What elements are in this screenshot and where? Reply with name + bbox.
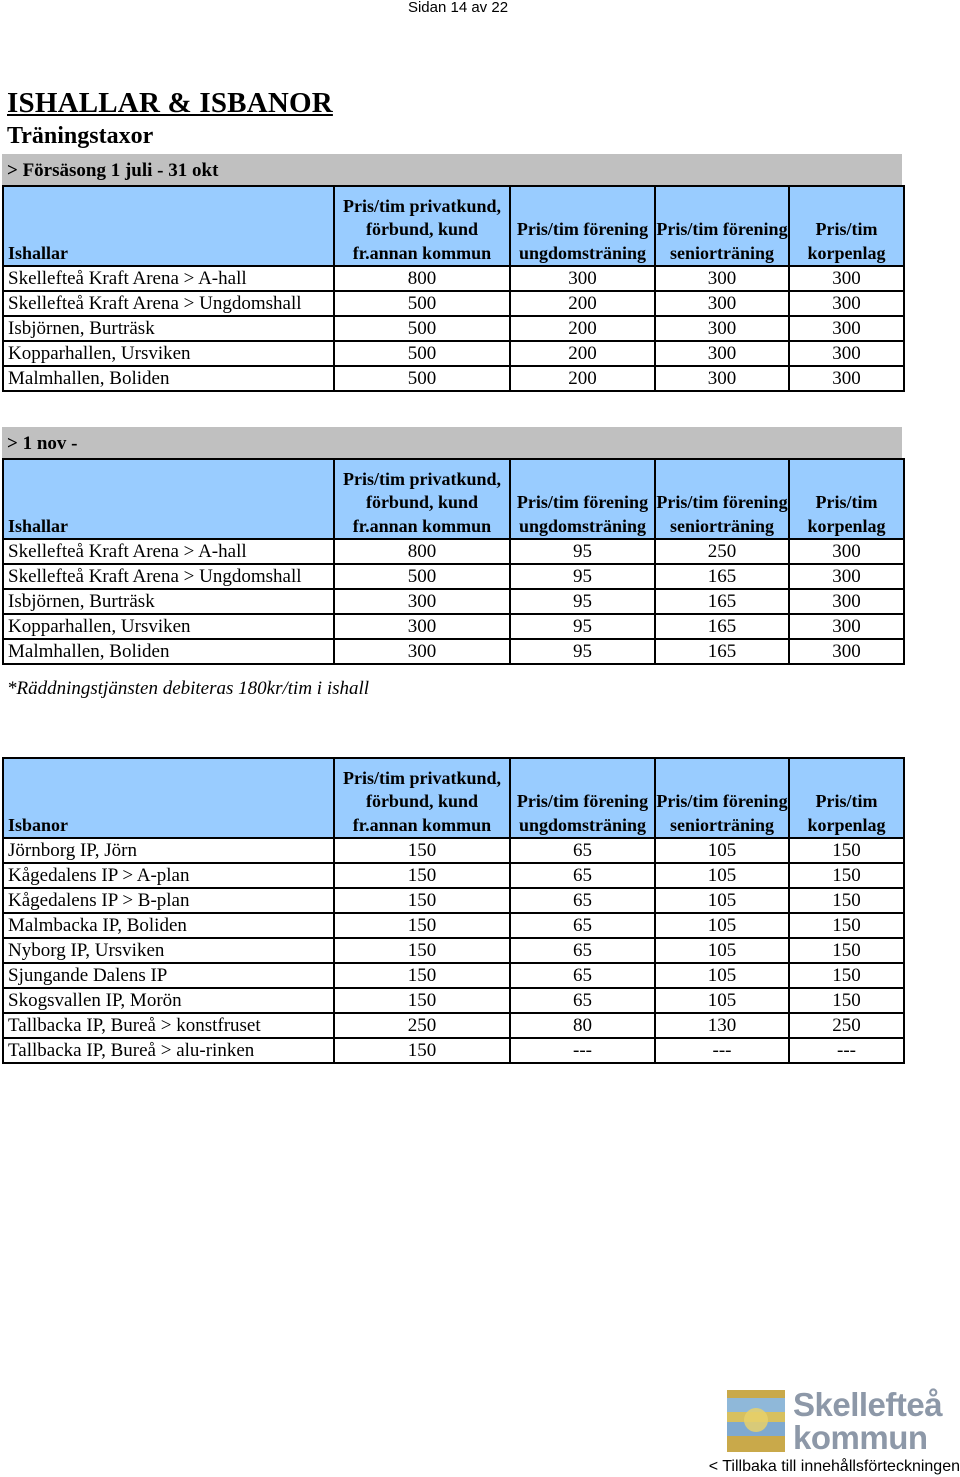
price-cell: 300: [334, 639, 510, 664]
price-cell: 200: [510, 341, 655, 366]
price-cell: ---: [789, 1038, 904, 1063]
price-cell: 300: [510, 266, 655, 291]
price-cell: 800: [334, 539, 510, 564]
column-header-price-3: Pris/tim förening seniorträning: [655, 459, 789, 539]
page-number: Sidan 14 av 22: [407, 0, 509, 16]
column-header-price-1: Pris/tim privatkund, förbund, kund fr.annan kommun: [334, 459, 510, 539]
price-cell: 165: [655, 639, 789, 664]
price-cell: 300: [789, 564, 904, 589]
table-row: [3, 291, 904, 316]
table-row: [3, 888, 904, 913]
price-cell: 95: [510, 539, 655, 564]
facility-name-cell: Nyborg IP, Ursviken: [3, 938, 334, 963]
facility-name-cell: Kopparhallen, Ursviken: [3, 341, 334, 366]
price-cell: 65: [510, 838, 655, 863]
price-cell: 165: [655, 589, 789, 614]
price-cell: 65: [510, 913, 655, 938]
price-cell: ---: [655, 1038, 789, 1063]
facility-name-cell: Skellefteå Kraft Arena > A-hall: [3, 266, 334, 291]
price-cell: 150: [334, 838, 510, 863]
price-cell: 150: [789, 938, 904, 963]
column-header-price-2: Pris/tim förening ungdomsträning: [510, 758, 655, 838]
table-row: [3, 1038, 904, 1063]
back-to-toc-link[interactable]: < Tillbaka till innehållsförteckningen: [708, 1458, 960, 1475]
facility-name-cell: Skellefteå Kraft Arena > A-hall: [3, 539, 334, 564]
column-header-facility: Isbanor: [3, 758, 334, 838]
price-cell: 105: [655, 888, 789, 913]
logo-wordmark: [793, 1388, 942, 1454]
price-cell: 300: [655, 316, 789, 341]
price-cell: 300: [789, 539, 904, 564]
price-cell: 150: [789, 988, 904, 1013]
price-cell: 65: [510, 863, 655, 888]
column-header-price-4: Pris/tim korpenlag: [789, 459, 904, 539]
column-header-price-3: Pris/tim förening seniorträning: [655, 758, 789, 838]
price-cell: 500: [334, 366, 510, 391]
facility-name-cell: Sjungande Dalens IP: [3, 963, 334, 988]
table-ishallar-forsasong: [2, 185, 905, 392]
table-row: [3, 589, 904, 614]
table-row: [3, 1013, 904, 1038]
column-header-price-4: Pris/tim korpenlag: [789, 758, 904, 838]
price-cell: 300: [655, 341, 789, 366]
price-cell: 500: [334, 564, 510, 589]
price-cell: 150: [334, 938, 510, 963]
price-cell: 80: [510, 1013, 655, 1038]
table-row: [3, 913, 904, 938]
table-row: [3, 366, 904, 391]
price-cell: 300: [789, 366, 904, 391]
price-cell: 150: [789, 863, 904, 888]
table-row: [3, 564, 904, 589]
facility-name-cell: Malmhallen, Boliden: [3, 366, 334, 391]
price-cell: 65: [510, 963, 655, 988]
price-cell: 250: [334, 1013, 510, 1038]
column-header-price-1: Pris/tim privatkund, förbund, kund fr.annan kommun: [334, 758, 510, 838]
price-cell: 150: [789, 888, 904, 913]
price-cell: 105: [655, 913, 789, 938]
section-heading-forsasong: > Försäsong 1 juli - 31 okt: [2, 154, 902, 186]
coat-of-arms-icon: [727, 1388, 787, 1454]
table-row: [3, 838, 904, 863]
facility-name-cell: Malmbacka IP, Boliden: [3, 913, 334, 938]
price-cell: 300: [655, 291, 789, 316]
facility-name-cell: Jörnborg IP, Jörn: [3, 838, 334, 863]
price-cell: 200: [510, 366, 655, 391]
price-cell: 500: [334, 291, 510, 316]
price-cell: 300: [789, 266, 904, 291]
facility-name-cell: Skellefteå Kraft Arena > Ungdomshall: [3, 291, 334, 316]
facility-name-cell: Skellefteå Kraft Arena > Ungdomshall: [3, 564, 334, 589]
price-cell: 150: [334, 863, 510, 888]
price-cell: 105: [655, 988, 789, 1013]
table-ishallar-nov: [2, 458, 905, 665]
price-cell: 150: [334, 888, 510, 913]
price-cell: 130: [655, 1013, 789, 1038]
price-cell: 300: [789, 316, 904, 341]
price-cell: 300: [789, 291, 904, 316]
table-row: [3, 539, 904, 564]
price-cell: 150: [789, 838, 904, 863]
price-cell: 150: [334, 963, 510, 988]
price-cell: 95: [510, 589, 655, 614]
price-cell: 105: [655, 963, 789, 988]
price-cell: 165: [655, 564, 789, 589]
table-row: [3, 639, 904, 664]
column-header-price-1: Pris/tim privatkund, förbund, kund fr.annan kommun: [334, 186, 510, 266]
table-row: [3, 963, 904, 988]
column-header-facility: Ishallar: [3, 459, 334, 539]
facility-name-cell: Kågedalens IP > A-plan: [3, 863, 334, 888]
facility-name-cell: Tallbacka IP, Bureå > konstfruset: [3, 1013, 334, 1038]
table-row: [3, 988, 904, 1013]
facility-name-cell: Kopparhallen, Ursviken: [3, 614, 334, 639]
facility-name-cell: Kågedalens IP > B-plan: [3, 888, 334, 913]
price-cell: 300: [789, 341, 904, 366]
price-cell: 300: [334, 614, 510, 639]
price-cell: 250: [789, 1013, 904, 1038]
price-cell: 300: [334, 589, 510, 614]
table-row: [3, 863, 904, 888]
footnote: *Räddningstjänsten debiteras 180kr/tim i ishall: [7, 678, 370, 699]
table-row: [3, 341, 904, 366]
price-cell: 105: [655, 838, 789, 863]
facility-name-cell: Tallbacka IP, Bureå > alu-rinken: [3, 1038, 334, 1063]
price-cell: 800: [334, 266, 510, 291]
price-cell: 95: [510, 639, 655, 664]
column-header-price-4: Pris/tim korpenlag: [789, 186, 904, 266]
price-cell: 150: [789, 963, 904, 988]
price-cell: 150: [334, 1038, 510, 1063]
section-heading-nov: > 1 nov -: [2, 427, 902, 459]
page-subtitle: Träningstaxor: [7, 123, 154, 149]
price-cell: 300: [655, 366, 789, 391]
page-title: ISHALLAR & ISBANOR: [7, 87, 333, 119]
price-cell: 500: [334, 341, 510, 366]
skelleftea-logo: [727, 1388, 957, 1454]
price-cell: 150: [334, 988, 510, 1013]
price-cell: 300: [789, 639, 904, 664]
facility-name-cell: Isbjörnen, Burträsk: [3, 316, 334, 341]
column-header-price-3: Pris/tim förening seniorträning: [655, 186, 789, 266]
price-cell: 500: [334, 316, 510, 341]
column-header-price-2: Pris/tim förening ungdomsträning: [510, 459, 655, 539]
price-cell: 200: [510, 291, 655, 316]
price-cell: 200: [510, 316, 655, 341]
price-cell: 105: [655, 863, 789, 888]
table-row: [3, 614, 904, 639]
table-row: [3, 316, 904, 341]
logo-line1: Skellefteå: [793, 1386, 943, 1423]
price-cell: 105: [655, 938, 789, 963]
facility-name-cell: Malmhallen, Boliden: [3, 639, 334, 664]
price-cell: 150: [334, 913, 510, 938]
price-cell: 300: [789, 589, 904, 614]
price-cell: ---: [510, 1038, 655, 1063]
column-header-facility: Ishallar: [3, 186, 334, 266]
table-row: [3, 266, 904, 291]
price-cell: 300: [789, 614, 904, 639]
price-cell: 150: [789, 913, 904, 938]
price-cell: 300: [655, 266, 789, 291]
price-cell: 95: [510, 614, 655, 639]
table-isbanor: [2, 757, 905, 1064]
price-cell: 65: [510, 938, 655, 963]
table-row: [3, 938, 904, 963]
logo-line2: kommun: [793, 1419, 928, 1456]
facility-name-cell: Skogsvallen IP, Morön: [3, 988, 334, 1013]
price-cell: 65: [510, 888, 655, 913]
price-cell: 250: [655, 539, 789, 564]
price-cell: 65: [510, 988, 655, 1013]
column-header-price-2: Pris/tim förening ungdomsträning: [510, 186, 655, 266]
price-cell: 95: [510, 564, 655, 589]
facility-name-cell: Isbjörnen, Burträsk: [3, 589, 334, 614]
price-cell: 165: [655, 614, 789, 639]
